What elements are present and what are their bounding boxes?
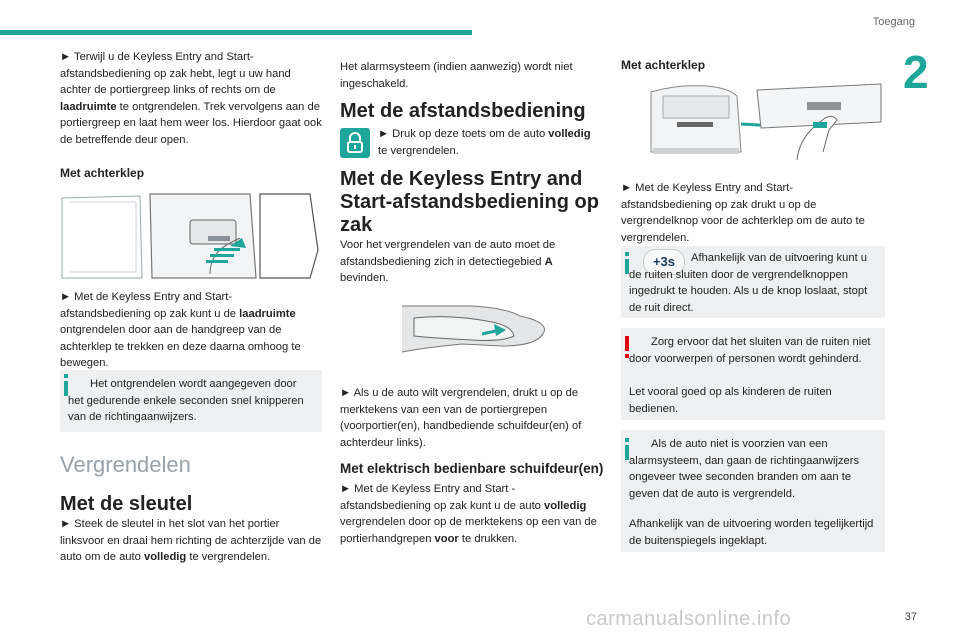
warning-text-1: Zorg ervoor dat het sluiten van de ruiten niet door voorwerpen of personen wordt gehinderd. xyxy=(629,336,871,365)
paragraph-keyless-cargo: ► Terwijl u de Keyless Entry and Start-afstandsbediening op zak hebt, legt u uw hand achter de portiergreep links of rechts om de laadruimte te ontgrendelen. Trek vervolgens aan de portiergreep en laat hem weer los. Hierdoor gaat ook de betreffende deur open. xyxy=(60,51,322,146)
heading-tailgate: Met achterklep xyxy=(60,166,145,180)
info-text: Het ontgrendelen wordt aangegeven door het gedurende enkele seconden snel knipperen van de richtingaanwijzers. xyxy=(68,378,304,423)
heading-remote: Met de afstandsbediening xyxy=(340,100,586,122)
header-accent-bar xyxy=(0,30,472,35)
info-text: Afhankelijk van de uitvoering kunt u de ruiten sluiten door de vergrendelknoppen ingedrukt te houden. Als u de knop loslaat, stopt de ruit direct. xyxy=(629,252,868,314)
info-text-1: Als de auto niet is voorzien van een alarmsysteem, dan gaan de richtingaanwijzers ongeveer twee seconden branden om aan te geven dat de auto is vergrendeld. xyxy=(629,438,860,500)
heading-keyless: Met de Keyless Entry and Start-afstandsbediening op zak xyxy=(340,168,599,236)
heading-with-key: Met de sleutel xyxy=(60,493,193,515)
info-box-alarm xyxy=(621,430,885,552)
page-number: 37 xyxy=(904,611,917,623)
paragraph-sliding-lock: ► Met de Keyless Entry and Start -afstandsbediening op zak kunt u de auto volledig vergrendelen door op de merktekens op een van de portierhandgrepen voor te drukken. xyxy=(340,483,597,545)
paragraph-key-lock: ► Steek de sleutel in het slot van het portier linksvoor en draai hem richting de achterzijde van de auto om de auto volledig te vergrendelen. xyxy=(60,518,322,563)
lock-icon xyxy=(340,128,370,158)
chapter-tab xyxy=(898,42,960,102)
heading-tailgate-lock: Met achterklep xyxy=(621,58,706,72)
badge-3s: +3s xyxy=(643,249,685,275)
paragraph-lock-markers: ► Als u de auto wilt vergrendelen, drukt u op de merktekens van een van de portiergrepen (voorportier(en), handbediende schuifdeur(en) of achterdeur links). xyxy=(340,387,582,449)
info-box-indicators xyxy=(60,370,322,432)
warning-text-2: Let vooral goed op als kinderen de ruiten bedienen. xyxy=(629,386,832,415)
section-title-lock: Vergrendelen xyxy=(60,452,191,477)
tailgate-lock-illustration xyxy=(647,82,885,168)
heading-electric-sliding: Met elektrisch bedienbare schuifdeur(en) xyxy=(340,461,604,476)
info-box-windows xyxy=(621,246,885,318)
page-header-title: Toegang xyxy=(872,16,915,28)
paragraph-remote-lock: ► Druk op deze toets om de auto volledig te vergrendelen. xyxy=(378,128,591,157)
warning-box xyxy=(621,328,885,420)
paragraph-tailgate-lock-button: ► Met de Keyless Entry and Start-afstandsbediening op zak drukt u op de vergrendelknop voor de achterklep om de auto te vergrendelen. xyxy=(621,182,865,244)
paragraph-tailgate-unlock: ► Met de Keyless Entry and Start-afstandsbediening op zak kunt u de laadruimte ontgrendelen door aan de handgreep van de achterklep te trekken en deze daarna omhoog te bewegen. xyxy=(60,291,301,369)
tailgate-handle-illustration xyxy=(60,190,322,280)
info-text-2: Afhankelijk van de uitvoering worden tegelijkertijd de buitenspiegels ingeklapt. xyxy=(629,518,874,547)
paragraph-detection-zone: Voor het vergrendelen van de auto moet de afstandsbediening zich in detectiegebied A bevinden. xyxy=(340,239,556,284)
paragraph-alarm: Het alarmsysteem (indien aanwezig) wordt niet ingeschakeld. xyxy=(340,61,573,90)
watermark: carmanualsonline.info xyxy=(586,608,792,630)
door-handle-illustration xyxy=(402,296,548,366)
chapter-number: 2 xyxy=(903,46,929,98)
